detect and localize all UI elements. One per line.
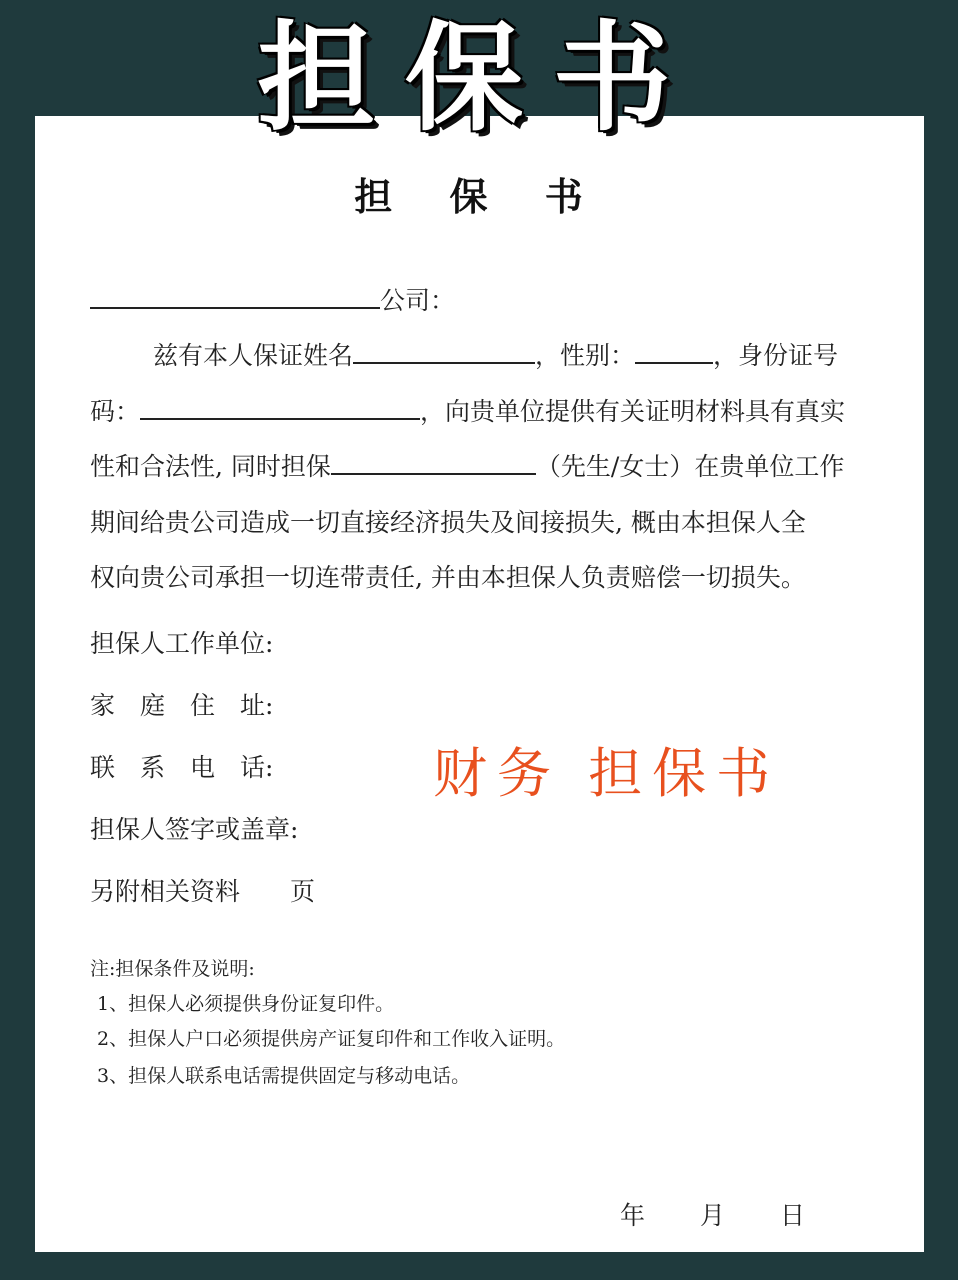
para-line-2 bbox=[90, 392, 845, 428]
para-l1-prefix: 兹有本人保证姓名 bbox=[153, 341, 354, 370]
date-year: 年 bbox=[620, 1201, 646, 1230]
company-line bbox=[90, 281, 455, 317]
document-page bbox=[35, 116, 924, 1252]
company-blank[interactable] bbox=[90, 281, 380, 309]
note-item: 3、担保人联系电话需提供固定与移动电话。 bbox=[97, 1065, 471, 1087]
field-address: 家 庭 住 址: bbox=[90, 691, 274, 720]
company-suffix: 公司： bbox=[380, 286, 456, 315]
para-line-1 bbox=[153, 336, 838, 372]
banner-title: 担保书 bbox=[256, 9, 701, 147]
para-l1-mid: ，性别： bbox=[535, 341, 636, 370]
para-line-5: 权向贵公司承担一切连带责任, 并由本担保人负责赔偿一切损失。 bbox=[90, 563, 806, 592]
note-item: 2、担保人户口必须提供房产证复印件和工作收入证明。 bbox=[97, 1028, 566, 1050]
para-l3-prefix: 性和合法性, 同时担保 bbox=[90, 452, 331, 481]
date-day: 日 bbox=[780, 1201, 806, 1230]
name-blank[interactable] bbox=[353, 336, 535, 364]
para-l3-end: （先生/女士）在贵单位工作 bbox=[535, 452, 845, 481]
para-l2-end: ，向贵单位提供有关证明材料具有真实 bbox=[420, 397, 846, 426]
id-number-blank[interactable] bbox=[140, 392, 420, 420]
date-month: 月 bbox=[700, 1201, 726, 1230]
para-line-4: 期间给贵公司造成一切直接经济损失及间接损失, 概由本担保人全 bbox=[90, 508, 806, 537]
watermark-text: 财务 担保书 bbox=[433, 742, 781, 805]
field-signature: 担保人签字或盖章: bbox=[90, 815, 299, 844]
para-line-3 bbox=[90, 447, 844, 483]
notes-heading: 注:担保条件及说明: bbox=[90, 958, 255, 980]
field-phone: 联 系 电 话: bbox=[90, 753, 274, 782]
guaranteed-person-blank[interactable] bbox=[331, 447, 536, 475]
gender-blank[interactable] bbox=[635, 336, 713, 364]
note-item: 1、担保人必须提供身份证复印件。 bbox=[97, 993, 395, 1015]
para-l1-end: ，身份证号 bbox=[713, 341, 839, 370]
document-title: 担 保 书 bbox=[354, 175, 605, 219]
field-work-unit: 担保人工作单位: bbox=[90, 629, 274, 658]
field-attachments: 另附相关资料 页 bbox=[90, 877, 316, 906]
para-l2-prefix: 码： bbox=[90, 397, 141, 426]
